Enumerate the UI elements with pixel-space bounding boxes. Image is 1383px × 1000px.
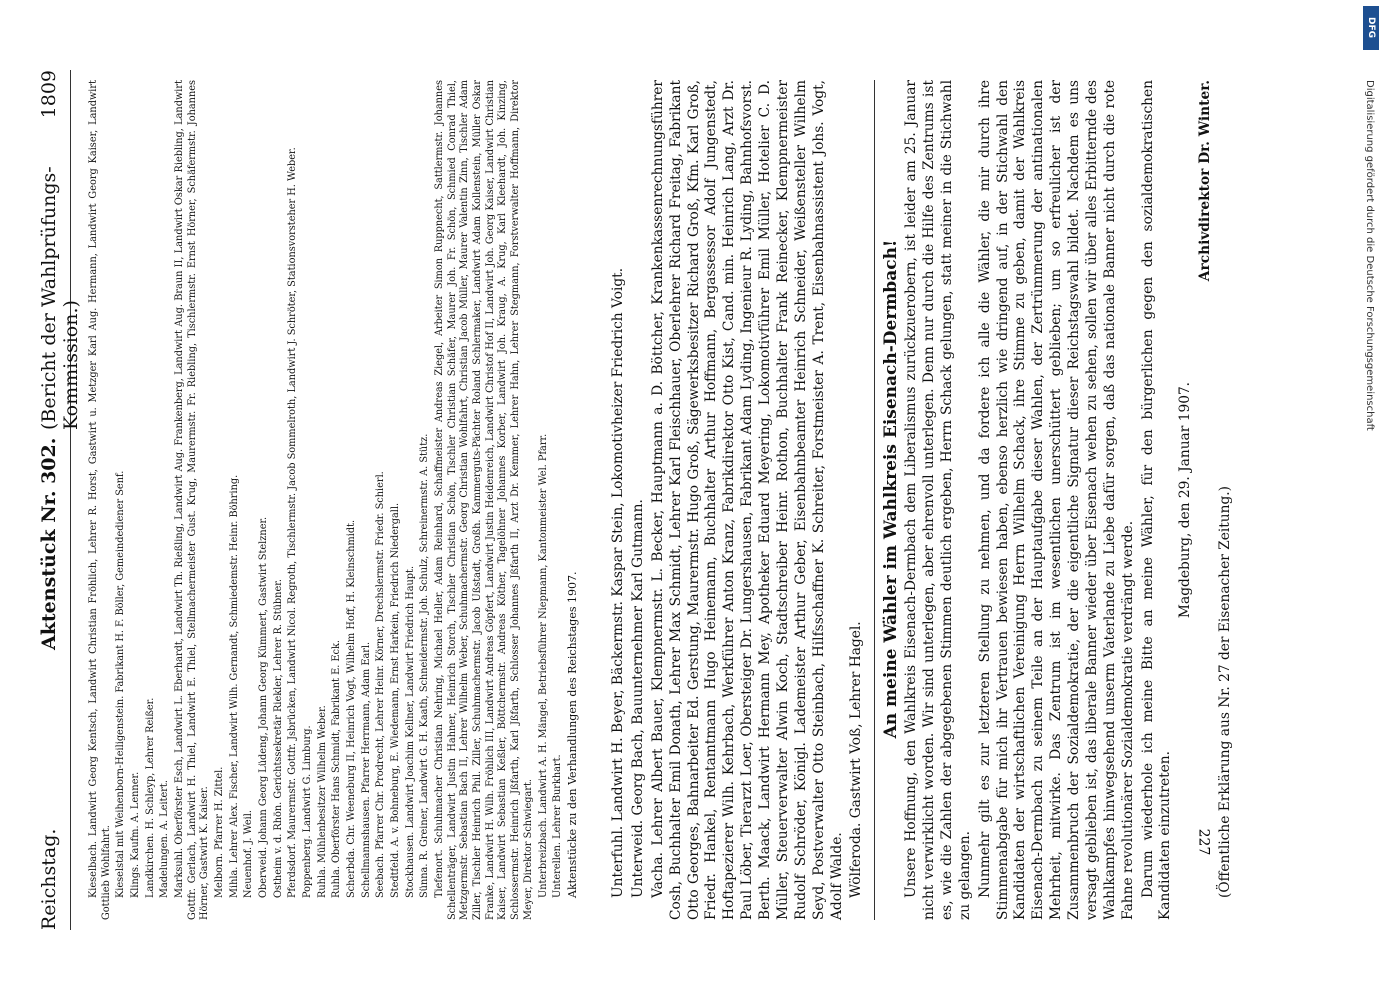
left-entry: Kieselstal mit Weihenborn-Heiligenstein. Fabrikant H. F. Böller, Gemeindediener Senf.: [115, 470, 127, 898]
left-entry: Sünna. R. Greiner, Landwirt G. H. Kaath, Schneidermstr. Joh. Schulz, Schreinermstr. A. Stütz.: [419, 433, 431, 898]
left-entry: Poppenberg. Landwirt G. Limburg.: [302, 725, 314, 898]
right-entry: Unterfuhl. Landwirt H. Beyer, Bäckermstr. Kaspar Stein, Lokomotivheizer Friedrich Voigt.: [610, 267, 626, 898]
dfg-logo: DFG: [1363, 6, 1379, 50]
right-entry: Unterweid. Georg Bach, Bauunternehmer Karl Gutmann.: [629, 499, 646, 898]
left-entry: Schellmannshausen. Pfarrer Herrmann, Adam Earl.: [360, 641, 372, 898]
left-entry: Neuenhof. J. Weil.: [243, 810, 255, 898]
funding-note: [1357, 80, 1381, 920]
appeal-paragraph: Unsere Hoffnung, den Wahlkreis Eisenach-Dermbach dem Liberalismus zurückzuerobern, ist leider am 25. Januar nicht verwirklicht worden. Wir sind unterlegen, aber ehrenvoll unterlegen. Denn nur durch die Hilfe des Zentrums ist es, wie die Zahlen der abgegebenen Stimmen deutlich ergeben, Herrn Schack gelungen, statt meiner in die Stichwahl zu gelangen.: [903, 80, 973, 920]
left-entry: Kieselbach. Landwirt Georg Kentsch, Landwirt Christian Fröhlich, Lehrer R. Horst, Gastwirt u. Metzger Karl Aug. Hermann, Landwirt Georg Kaiser, Landwirt Gottlieb Wohlfahrt.: [88, 80, 112, 920]
sheet-number: 227: [1195, 828, 1212, 856]
column-left: [88, 80, 588, 920]
funding-note-text: Digitalisierung gefördert durch die Deutsche Forschungsgemeinschaft: [1364, 80, 1375, 431]
left-entry: Ruhla. Mühlenbesitzer Wilhelm Weber.: [316, 705, 328, 898]
left-entry: Landkirchen. H. Schleyp, Lehrer Reißer.: [144, 697, 156, 898]
left-entry: Madelungen. A. Leitert.: [159, 780, 171, 898]
left-entry: Ostheim v. d. Rhön. Gerichtssekretär Riekler, Lehrer R. Stübner.: [272, 579, 284, 898]
column-right: [610, 80, 1300, 920]
appeal-paragraph: Darum wiederhole ich meine Bitte an meine Wähler, für den bürgerlichen gegen den sozialdemokratischen Kandidaten einzutreten.: [1139, 80, 1174, 920]
appeal-heading: An meine Wähler im Wahlkreis Eisenach-Dermbach!: [881, 239, 902, 739]
divider: [874, 80, 875, 920]
left-entry: Unterellen. Lehrer Burkhart.: [552, 754, 564, 898]
left-entry: Stockhausen. Landwirt Joachim Kellner, Landwirt Friedrich Haupt.: [404, 565, 416, 898]
appeal-paragraph: Nunmehr gilt es zur letzteren Stellung zu nehmen, und da fordere ich alle die Wähler, die mir durch ihre Stimmenabgabe für mich ihr Vertrauen bewiesen haben, ebenso herzlich wie dringend auf, in der Stichwahl den Kandidaten der wirtschaftlichen Vereinigung Herrn Wilhelm Schack, ihre Stimme zu geben, damit der Wahlkreis Eisenach-Dermbach zu seinem Teile an der Hauptaufgabe dieser Wahlen, der Zertrümmerung der antinationalen Mehrheit, mitwirke. Das Zentrum ist im wesentlichen unerschüttert geblieben; um so erfreulicher ist der Zusammenbruch der Sozialdemokratie, der die eigentliche Signatur dieser Reichstagswahl bildet. Nachdem es uns versagt geblieben ist, das liberale Banner wieder über Eisenach wehen zu sehen, sollen wir über alles Erbitternde des Wahlkampfes hinwegsehend unserm Vaterlande zu Liebe dafür sorgen, daß das nationale Banner nicht durch die rote Fahne revolutionärer Sozialdemokratie verdrängt werde.: [976, 80, 1136, 920]
header-left: Reichstag.: [38, 828, 60, 930]
header-right: (Bericht der Wahlprüfungs-Kommission.): [38, 166, 82, 430]
left-entry: Tiefenort. Schuhmacher Christian Nehring, Michael Heller, Adam Reinhard, Schaffmeister Andreas Ziegel, Arbeiter Simon Ruppnecht, Sattlermstr. Johannes Schellenträger, Landwirt Justin Hahner, Heinrich Storch, Tischler Christian Schön, Tischler Christian Schäfer, Maurer Joh. Fr. Schön, Schmied Conrad Thiel, Metzgermstr. Sebastian Bach II, Lehrer Wilhelm Weber, Schuhmachermstr. Georg Christian Wohlfahrt, Christian Jacob Müller, Maurer Valentin Zinn, Tischler Adam Ziller, Tischler Heinrich Phil. Ziller, Schuhmachermstr. Jacob Ußstadt, Großh. Kammerguts-Pächter Roland Schlermaker, Landwirt Adam Kollenstein, Müller Oskar Franke, Landwirt H. Wilh. Fröhlich III, Landwirt Andreas Göpfert, Landwirt Justin Heidenreich, Landwirt Christof Hof II, Landwirt Joh. Georg Kaiser, Landwirt Christian Kaiser, Landwirt Sebastian Keßler, Böttchermstr. Andreas Köther, Tagelöhner Johannes Korber, Landwirt Joh. Kraug, A. Krug, Karl Kleehardt, Joh. Kinzing, Schlossermstr. Heinrich Jßfarth, Karl Jßfarth, Schlosser Johannes Jßfarth II, Arzt Dr. Kemmer, Lehrer Hahn, Lehrer Stegmann, Forstverwalter Hoffmann, Direktor Meyer, Direktor Schwiegart.: [434, 80, 534, 920]
left-entry: Unterbreizbach. Landwirt A. H. Mängel, Betriebsführer Niepmann, Kantonmeister Wel. Pfarr.: [537, 433, 549, 898]
page-header: [30, 70, 82, 930]
left-entry: Scherbda. Chr. Weeneburg II, Heinrich Vogt, Wilhelm Hoff, H. Kleinschmidt.: [346, 519, 358, 898]
right-entry: Wölferoda. Gastwirt Voß, Lehrer Hagel.: [848, 621, 865, 898]
appeal-source: (Öffentliche Erklärung aus Nr. 27 der Eisenacher Zeitung.): [1217, 485, 1233, 898]
left-entry: Stedtfeld. A. v. Bohneburg, E. Wiedemann, Ernst Harkein, Friedrich Niedergall.: [390, 502, 402, 898]
appeal-place-date: Magdeburg, den 29. Januar 1907.: [1177, 381, 1194, 619]
left-entry: Marksuhl. Oberförster Esch, Landwirt L. Eberhardt, Landwirt Th. Rießling, Landwirt Aug. Frankenberg, Landwirt Aug. Braun II, Landwirt Oskar Riebling, Landwirt Gottfr. Gerlach, Landwirt H. Thiel, Landwirt E. Thiel, Stellmachermeister Gust. Krug, Maurermstr. Fr. Riebling, Tischlermstr. Ernst Hörner, Schäfermstr. Johannes Hörner, Gastwirt K. Kaiser.: [174, 80, 211, 920]
right-top-list: [610, 80, 866, 920]
left-entry: Pferdsdorf. Maurermstr. Gottfr. Jsbrücken, Landwirt Nicol. Regroth, Tischlermstr. Jacob Sommelroth, Landwirt J. Schröter, Stationsvorsteher H. Weber.: [287, 147, 299, 898]
left-entry: Ruhla. Oberförster Hans Schmidt, Fabrikant E. Eck.: [331, 640, 343, 898]
appeal-body: [903, 80, 1175, 920]
left-entry: Seebach. Pfarrer Chr. Prodrecht, Lehrer Heinr. Körner, Drechslermstr. Friedr. Schierl.: [375, 471, 387, 898]
left-entry: Klings. Kaufm. A. Lenner.: [130, 771, 142, 898]
footnote: Aktenstücke zu den Verhandlungen des Reichstages 1907.: [565, 571, 579, 898]
right-entry: Vacha. Lehrer Albert Bauer, Klempnermstr. L. Becker, Hauptmann a. D. Böttcher, Krankenkassenrechnungsführer Cosh, Buchhalter Emil Donath, Lehrer Max Schmidt, Lehrer Karl Fleischhauer, Oberlehrer Richard Freitag, Fabrikant Otto Georges, Bahnarbeiter Ed. Gerstung, Maurermstr. Hugo Groß, Sägewerksbesitzer Richard Groß, Kfm. Karl Groß, Friedr. Hankel, Rentamtmann Hugo Heinemann, Buchhalter Arthur Hoffmann, Bergassessor Adolf Jungenstedt, Hoftapezierer Wilh. Kehrbach, Werkführer Anton Kranz, Fabrikdirektor Otto Kist, Cand. min. Heinrich Lang, Arzt Dr. Paul Löber, Tierarzt Loer, Obersteiger Dr. Lungershausen, Fabrikant Adam Lyding, Ingenieur R. Lyding, Bahnhofsvorst. Berth. Maack, Landwirt Hermann Mey, Apotheker Eduard Meyering, Lokomotivführer Emil Müller, Hotelier C. D. Müller, Steuerverwalter Alwin Koch, Stadtschreiber Heinr. Rothon, Buchhalter Frank Reinecker, Klempnermeister Rudolf Schröder, Königl. Lademeister Arthur Geber, Eisenbahnbeamter Heinrich Schneider, Weißensteller Wilhelm Seyd, Postverwalter Otto Steinbach, Hilfsschaffner K. Schreiter, Forstmeister A. Trent, Eisenbahnassistent Johs. Vogt, Adolf Walde.: [649, 80, 845, 920]
appeal-signature: Archivdirektor Dr. Winter.: [1197, 80, 1214, 282]
left-entry: Oberweid. Johann Georg Lüdeng, Johann Georg Kümmert, Gastwirt Stelzner.: [258, 516, 270, 898]
left-entry: Melborn. Pfarrer H. Zittel.: [214, 766, 226, 898]
page-number: 1809: [38, 70, 60, 119]
left-entry: Mihla. Lehrer Alex. Fischer, Landwirt Wilh. Gernandt, Schmiedemstr. Heinr. Böhring.: [228, 474, 240, 898]
header-center: Aktenstück Nr. 302.: [38, 437, 60, 650]
